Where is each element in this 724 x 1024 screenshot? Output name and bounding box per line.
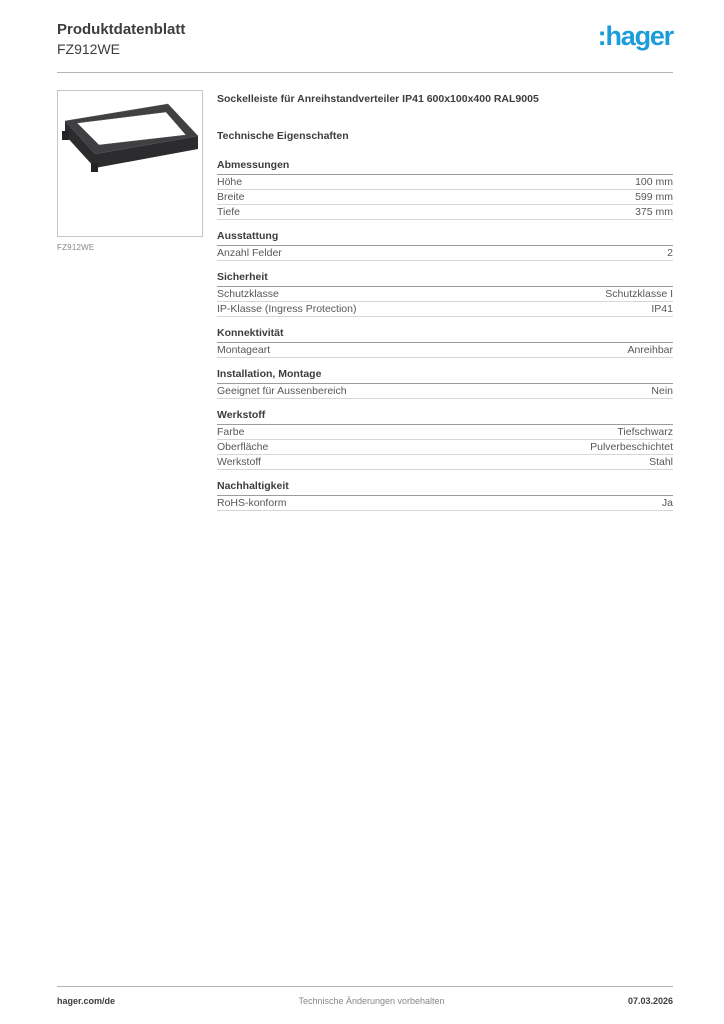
- spec-sections: [217, 159, 673, 511]
- spec-row: [217, 302, 673, 317]
- spec-value: 599 mm: [635, 191, 673, 203]
- spec-value: 375 mm: [635, 206, 673, 218]
- product-image-column: [57, 90, 203, 511]
- spec-value: Nein: [651, 385, 673, 397]
- spec-label: Anzahl Felder: [217, 247, 282, 259]
- header: [57, 20, 673, 58]
- section-title: Ausstattung: [217, 230, 673, 246]
- spec-row: [217, 205, 673, 220]
- spec-label: RoHS-konform: [217, 497, 287, 509]
- spec-row: [217, 175, 673, 190]
- plinth-frame-illustration: [58, 91, 202, 236]
- spec-label: Geeignet für Aussenbereich: [217, 385, 347, 397]
- spec-label: Werkstoff: [217, 456, 261, 468]
- spec-value: Stahl: [649, 456, 673, 468]
- spec-row: [217, 440, 673, 455]
- spec-section: [217, 368, 673, 399]
- spec-label: Montageart: [217, 344, 271, 356]
- specs-column: [217, 90, 673, 511]
- tech-properties-heading: Technische Eigenschaften: [217, 130, 349, 142]
- spec-value: Anreihbar: [627, 344, 673, 356]
- spec-row: [217, 425, 673, 440]
- spec-value: IP41: [651, 303, 673, 315]
- spec-section: [217, 327, 673, 358]
- section-title: Konnektivität: [217, 327, 673, 343]
- document-type: Produktdatenblatt: [57, 21, 186, 38]
- spec-section: [217, 230, 673, 261]
- spec-value: 2: [667, 247, 673, 259]
- spec-section: [217, 159, 673, 220]
- hager-logo: :hager: [597, 21, 673, 51]
- spec-row: [217, 190, 673, 205]
- spec-value: Ja: [661, 497, 673, 509]
- spec-label: Oberfläche: [217, 441, 269, 453]
- spec-row: [217, 287, 673, 302]
- footer: [57, 986, 673, 1006]
- spec-section: [217, 480, 673, 511]
- spec-row: [217, 384, 673, 399]
- footer-website: hager.com/de: [57, 996, 116, 1006]
- spec-row: [217, 343, 673, 358]
- image-caption: FZ912WE: [57, 243, 95, 252]
- spec-row: [217, 455, 673, 470]
- spec-value: Schutzklasse I: [605, 288, 673, 300]
- spec-label: Tiefe: [217, 206, 240, 218]
- product-image: [57, 90, 203, 237]
- spec-value: Tiefschwarz: [617, 426, 673, 438]
- spec-section: [217, 409, 673, 470]
- header-title-block: [57, 20, 185, 58]
- header-divider: [57, 72, 673, 73]
- product-code: FZ912WE: [57, 41, 121, 57]
- section-title: Nachhaltigkeit: [217, 480, 673, 496]
- spec-row: [217, 496, 673, 511]
- spec-row: [217, 246, 673, 261]
- section-title: Installation, Montage: [217, 368, 673, 384]
- spec-value: 100 mm: [635, 176, 673, 188]
- section-title: Abmessungen: [217, 159, 673, 175]
- footer-notice: Technische Änderungen vorbehalten: [298, 996, 445, 1006]
- spec-label: IP-Klasse (Ingress Protection): [217, 303, 357, 315]
- content: [57, 90, 673, 511]
- spec-label: Breite: [217, 191, 245, 203]
- spec-label: Farbe: [217, 426, 245, 438]
- section-title: Sicherheit: [217, 271, 673, 287]
- spec-label: Schutzklasse: [217, 288, 279, 300]
- spec-section: [217, 271, 673, 317]
- section-title: Werkstoff: [217, 409, 673, 425]
- product-title: Sockelleiste für Anreihstandverteiler IP41 600x100x400 RAL9005: [217, 93, 539, 105]
- footer-date: 07.03.2026: [627, 996, 673, 1006]
- spec-label: Höhe: [217, 176, 243, 188]
- spec-value: Pulverbeschichtet: [590, 441, 673, 453]
